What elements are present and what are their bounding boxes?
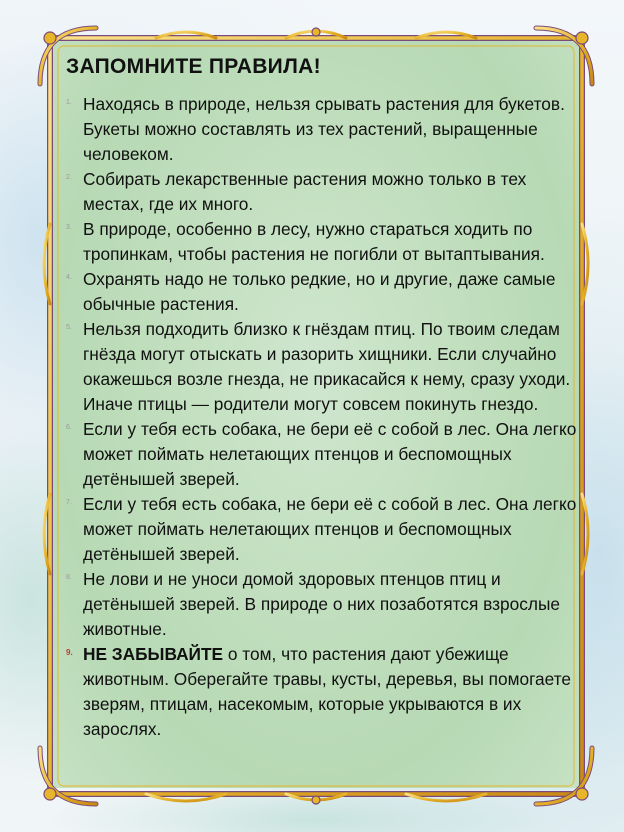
page-title: ЗАПОМНИТЕ ПРАВИЛА! bbox=[66, 55, 321, 78]
rule-item-9 bbox=[66, 642, 586, 742]
rule-text: Если у тебя есть собака, не бери её с собой в лес. Она легко может поймать нелетающих птенцов и беспомощных детёнышей зверей. bbox=[83, 419, 577, 489]
rule-text: Если у тебя есть собака, не бери её с собой в лес. Она легко может поймать нелетающих птенцов и беспомощных детёнышей зверей. bbox=[83, 494, 577, 564]
rule-item-7 bbox=[66, 492, 586, 567]
rule-text: Нельзя подходить близко к гнёздам птиц. По твоим следам гнёзда могут отыскать и разорить хищники. Если случайно окажешься возле гнезда, не прикасайся к нему, сразу уходи. Иначе птицы — родители могут совсем покинуть гнездо. bbox=[83, 319, 571, 414]
rule-number: 3. bbox=[66, 224, 72, 231]
rule-text: Собирать лекарственные растения можно только в тех местах, где их много. bbox=[83, 169, 527, 214]
rule-item-2 bbox=[66, 167, 586, 217]
rule-text: Находясь в природе, нельзя срывать растения для букетов. Букеты можно составлять из тех растений, выращенные человеком. bbox=[83, 94, 565, 164]
rule-number: 8. bbox=[66, 574, 72, 581]
rule-number: 4. bbox=[66, 274, 72, 281]
rule-text: Охранять надо не только редкие, но и другие, даже самые обычные растения. bbox=[83, 269, 556, 314]
rule-number: 9. bbox=[66, 648, 73, 657]
rule-number: 1. bbox=[66, 99, 72, 106]
rule-item-8 bbox=[66, 567, 586, 642]
rule-item-1 bbox=[66, 92, 586, 167]
rule-text: Не лови и не уноси домой здоровых птенцов птиц и детёнышей зверей. В природе о них позаботятся взрослые животные. bbox=[83, 569, 560, 639]
rule-number: 2. bbox=[66, 174, 72, 181]
rule-emphasis: НЕ ЗАБЫВАЙТЕ bbox=[83, 644, 224, 664]
rule-number: 5. bbox=[66, 324, 72, 331]
rule-number: 7. bbox=[66, 499, 72, 506]
rule-item-3 bbox=[66, 217, 586, 267]
rule-text: В природе, особенно в лесу, нужно стараться ходить по тропинкам, чтобы растения не погибли от вытаптывания. bbox=[83, 219, 545, 264]
rule-text: о том, что растения дают убежище животным. Оберегайте травы, кусты, деревья, вы помогаете зверям, птицам, насекомым, которые укрываются в их зарослях. bbox=[83, 644, 572, 739]
rules-list bbox=[66, 92, 586, 742]
rules-content bbox=[66, 54, 586, 794]
rule-item-6 bbox=[66, 417, 586, 492]
rule-item-5 bbox=[66, 317, 586, 417]
rule-item-4 bbox=[66, 267, 586, 317]
rule-number: 6. bbox=[66, 424, 72, 431]
